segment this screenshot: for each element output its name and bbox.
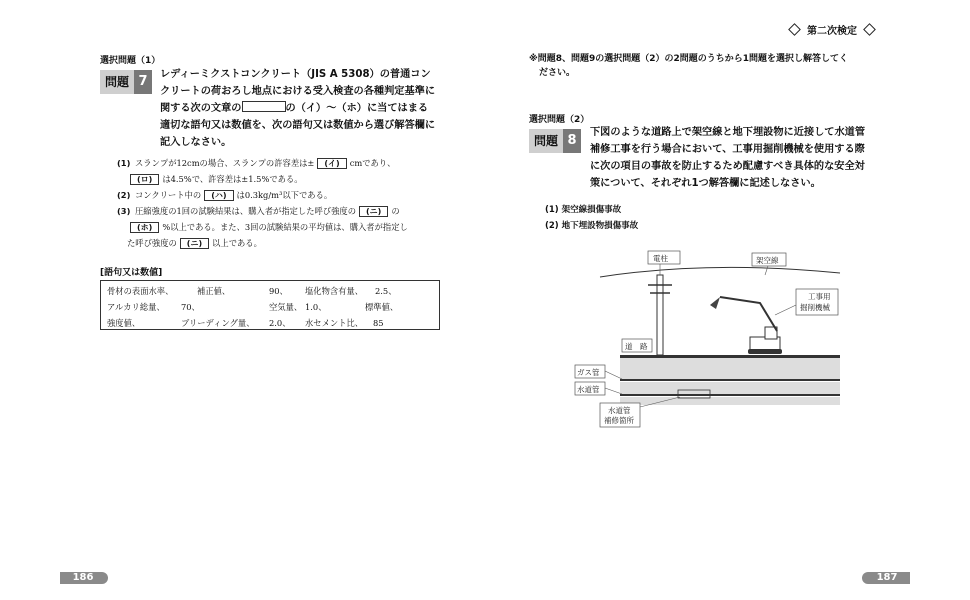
question-7-text xyxy=(160,66,450,151)
diamond-icon xyxy=(863,23,876,36)
label-machine-2: 掘削機械 xyxy=(800,303,830,312)
words-row xyxy=(107,283,433,299)
question-line: 適切な語句又は数値を、次の語句又は数値から選び解答欄に xyxy=(160,120,436,131)
list-item xyxy=(117,171,457,187)
question-line: に次の項目の事故を防止するため配慮すべき具体的な安全対 xyxy=(590,161,865,172)
word-cell: 塩化物含有量、 xyxy=(305,286,364,296)
words-row xyxy=(107,315,433,331)
word-cell: アルカリ総量、 xyxy=(107,302,165,312)
item-text: た呼び強度の xyxy=(127,238,177,248)
item-text: スランプが12cmの場合、スランプの許容差は± xyxy=(135,158,315,168)
word-cell: 骨材の表面水率、 xyxy=(107,286,174,296)
word-cell: ブリーディング量、 xyxy=(181,318,255,328)
note-line: ださい。 xyxy=(539,68,576,78)
badge-number: 8 xyxy=(563,129,581,153)
road-diagram xyxy=(560,245,860,435)
diamond-icon xyxy=(788,23,801,36)
instruction-note xyxy=(529,52,879,80)
page-number-left: 186 xyxy=(72,572,94,583)
item-number: (2) xyxy=(117,190,131,200)
badge-word: 問題 xyxy=(529,129,563,153)
answer-blank: (ホ) xyxy=(130,222,159,233)
label-pole: 電柱 xyxy=(653,254,668,263)
list-item xyxy=(117,235,457,251)
label-overhead-line: 架空線 xyxy=(756,256,779,265)
running-header xyxy=(786,22,878,37)
select-label-right: 選択問題（2） xyxy=(529,115,590,125)
label-repair-1: 水道管 xyxy=(608,406,631,415)
words-box xyxy=(100,280,440,330)
question-line: 補修工事を行う場合において、工事用掘削機械を使用する際 xyxy=(590,144,865,155)
item-text: cmであり、 xyxy=(349,158,396,168)
item-text: コンクリート中の xyxy=(135,190,202,200)
item-number: (3) xyxy=(117,206,131,216)
list-item xyxy=(117,155,457,171)
word-cell: 水セメント比、 xyxy=(305,318,364,328)
answer-blank: (ニ) xyxy=(359,206,388,217)
sub-item: (1) 架空線損傷事故 xyxy=(545,205,622,215)
list-item xyxy=(117,187,457,203)
question-line: レディーミクストコンクリート（JIS A 5308）の普通コン xyxy=(160,69,431,80)
question-8-text xyxy=(590,124,880,192)
header-section: 第二次検定 xyxy=(807,26,857,37)
answer-blank: (ハ) xyxy=(204,190,233,201)
question-line: 下図のような道路上で架空線と地下埋設物に近接して水道管 xyxy=(590,127,866,138)
item-text: は0.3kg/m³以下である。 xyxy=(236,190,333,200)
question-line xyxy=(160,100,450,117)
select-label-left: 選択問題（1） xyxy=(100,56,161,66)
badge-word: 問題 xyxy=(100,70,134,94)
item-text: 圧縮強度の1回の試験結果は、購入者が指定した呼び強度の xyxy=(135,206,356,216)
sub-item: (2) 地下埋設物損傷事故 xyxy=(545,221,639,231)
word-cell: 補正値、 xyxy=(197,286,231,296)
word-cell: 85 xyxy=(373,318,384,328)
word-cell: 1.0、 xyxy=(305,302,327,312)
item-text: の xyxy=(391,206,400,216)
utility-pole xyxy=(657,275,663,355)
label-road: 道 路 xyxy=(625,342,648,351)
road-surface xyxy=(620,355,840,358)
answer-blank: (ニ) xyxy=(180,238,209,249)
answer-blank: (ロ) xyxy=(130,174,159,185)
word-cell: 標準値、 xyxy=(365,302,399,312)
overhead-line xyxy=(600,267,840,277)
item-number: (1) xyxy=(117,158,131,168)
list-item xyxy=(117,203,457,219)
words-title: [語句又は数値] xyxy=(100,268,163,278)
item-text: 以上である。 xyxy=(212,238,262,248)
label-water-pipe: 水道管 xyxy=(577,385,600,394)
blank-box xyxy=(242,101,286,112)
word-cell: 2.0、 xyxy=(269,318,291,328)
question-7-items xyxy=(117,155,457,251)
page-number-right: 187 xyxy=(876,572,898,583)
answer-blank: (イ) xyxy=(317,158,346,169)
excavator-icon xyxy=(710,297,782,354)
word-cell: 70、 xyxy=(181,302,200,312)
item-text: は4.5%で、許容差は±1.5%である。 xyxy=(162,174,303,184)
label-repair-2: 補修箇所 xyxy=(604,416,634,425)
word-cell: 2.5、 xyxy=(375,286,397,296)
word-cell: 90、 xyxy=(269,286,288,296)
badge-number: 7 xyxy=(134,70,152,94)
question-fragment: 関する次の文章の xyxy=(160,103,242,114)
question-badge-7 xyxy=(100,70,152,94)
question-fragment: の（イ）～（ホ）に当てはまる xyxy=(285,103,429,114)
question-line: 策について、それぞれ1つ解答欄に記述しなさい。 xyxy=(590,178,821,189)
list-item xyxy=(117,219,457,235)
label-machine-1: 工事用 xyxy=(808,292,831,301)
question-line: クリートの荷おろし地点における受入検査の各種判定基準に xyxy=(160,86,436,97)
item-text: %以上である。また、3回の試験結果の平均値は、購入者が指定し xyxy=(162,222,408,232)
label-gas-pipe: ガス管 xyxy=(577,368,600,377)
question-line: 記入しなさい。 xyxy=(160,137,232,148)
word-cell: 空気量、 xyxy=(269,302,303,312)
question-badge-8 xyxy=(529,129,581,153)
word-cell: 強度値、 xyxy=(107,318,141,328)
note-line: ※問題8、問題9の選択問題（2）の2問題のうちから1問題を選択し解答してく xyxy=(529,54,849,64)
words-row xyxy=(107,299,433,315)
